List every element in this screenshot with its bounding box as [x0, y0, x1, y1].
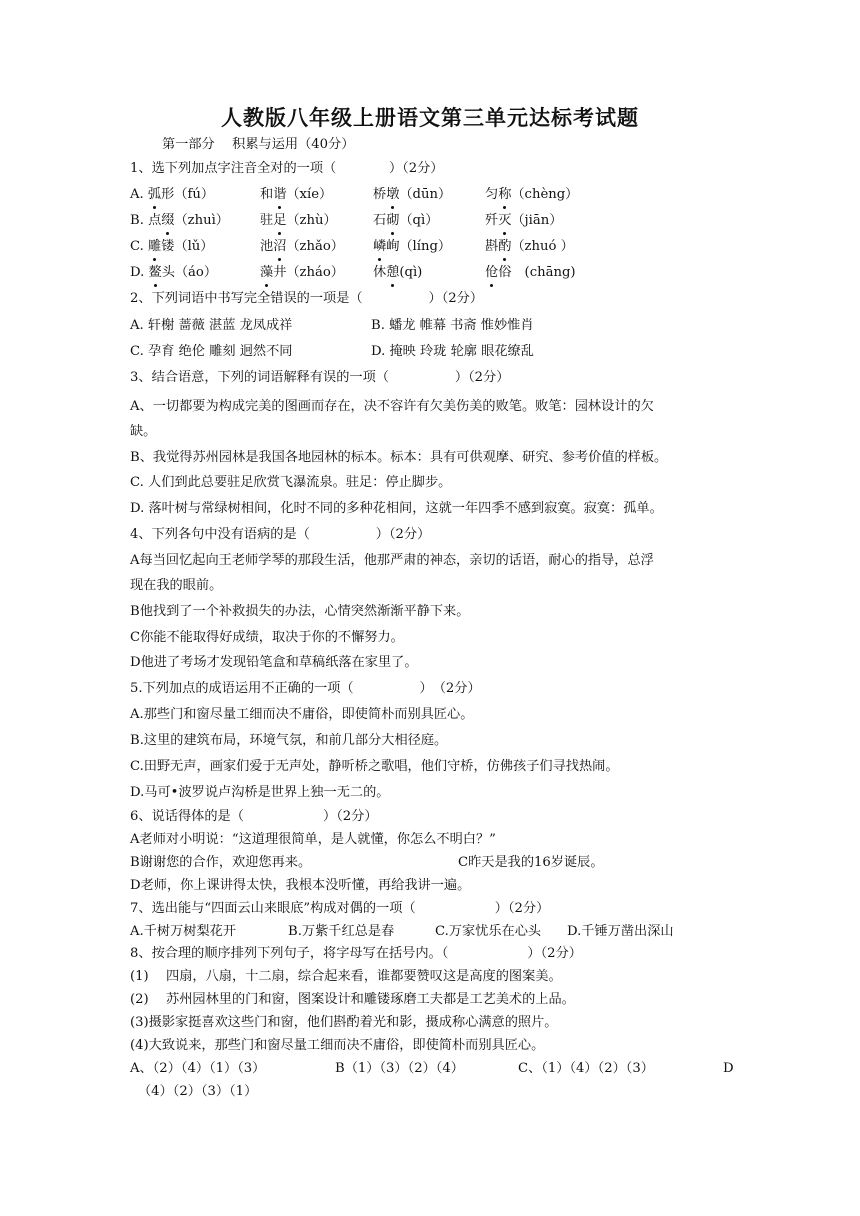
word-prefix: 歼	[485, 213, 499, 228]
q1-word-d-3	[373, 262, 422, 284]
dotted-character: 灭	[498, 210, 511, 232]
word-prefix: D.	[130, 265, 149, 280]
q6-option-c: C昨天是我的16岁诞辰。	[458, 855, 604, 870]
q4-option-b: B他找到了一个补救损失的办法，心情突然渐渐平静下来。	[130, 604, 470, 619]
q8-sentence-3: (3)摄影家挺喜欢这些门和窗，他们斟酌着光和影，摄成称心满意的照片。	[130, 1015, 558, 1030]
word-suffix: （qì）	[399, 213, 439, 228]
word-prefix: 驻	[260, 213, 274, 228]
page-title: 人教版八年级上册语文第三单元达标考试题	[221, 105, 639, 130]
word-prefix: 和	[260, 187, 274, 202]
q1-word-c-1	[130, 236, 213, 258]
q3-stem: 3、结合语意，下列的词语解释有误的一项（ ）（2分）	[130, 370, 510, 385]
q8-sentence-1: (1) 四扇，八扇，十二扇，综合起来看，谁都要赞叹这是高度的图案美。	[130, 969, 562, 984]
word-suffix: （jiān）	[511, 213, 563, 228]
q4-option-c: C你能不能取得好成绩，取决于你的不懈努力。	[130, 630, 404, 645]
q7-option-c: C.万家忧乐在心头	[435, 924, 542, 939]
q1-stem: 1、选下列加点字注音全对的一项（ ）（2分）	[130, 161, 444, 176]
q2-option-b: B. 蟠龙 帷幕 书斋 惟妙惟肖	[371, 318, 534, 333]
q6-option-d: D老师，你上课讲得太快，我根本没听懂，再给我讲一遍。	[130, 878, 471, 893]
dotted-character: 弧	[148, 184, 161, 206]
q6-stem: 6、说话得体的是（ ）（2分）	[130, 809, 378, 824]
dotted-character: 砌	[386, 210, 399, 232]
q2-option-d: D. 掩映 玲珑 轮廓 眼花缭乱	[371, 344, 534, 359]
dotted-character: 缀	[161, 210, 174, 232]
word-prefix: 休	[373, 265, 387, 280]
q6-option-a: A老师对小明说：“这道理很简单，是人就懂，你怎么不明白？”	[130, 832, 496, 847]
q5-option-b: B.这里的建筑布局，环境气氛，和前几部分大相径庭。	[130, 733, 448, 748]
q1-word-b-4	[485, 210, 562, 232]
word-prefix: 匀	[485, 187, 499, 202]
q8-option-d: D	[723, 1061, 734, 1076]
word-prefix: A.	[130, 187, 148, 202]
q1-word-b-2	[260, 210, 337, 232]
word-suffix: （zhǎo）	[286, 239, 344, 254]
dotted-character: 鳌	[149, 262, 162, 284]
word-prefix: 斟	[485, 239, 499, 254]
q5-stem: 5.下列加点的成语运用不正确的一项（ ） （2分）	[130, 681, 481, 696]
dotted-character: 伧	[485, 262, 498, 284]
word-prefix: 石	[373, 213, 387, 228]
dotted-character: 憩	[386, 262, 399, 284]
word-prefix: C.	[130, 239, 149, 254]
q1-word-a-1	[130, 184, 214, 206]
word-suffix: 镂（lǔ）	[161, 239, 214, 254]
q7-option-d: D.千锤万凿出深山	[567, 924, 674, 939]
q7-option-a: A.千树万树梨花开	[130, 924, 237, 939]
q8-option-d-continued: （4）（2）（3）（1）	[138, 1084, 258, 1099]
q2-option-c: C. 孕育 绝伦 雕刻 迥然不同	[130, 344, 293, 359]
q2-stem: 2、下列词语中书写完全错误的一项是（ ）（2分）	[130, 291, 484, 306]
word-suffix: （chèng）	[511, 187, 579, 202]
word-suffix: 形（fú）	[161, 187, 215, 202]
q1-word-d-1	[130, 262, 217, 284]
word-suffix: （xíe）	[286, 187, 333, 202]
q1-word-c-2	[260, 236, 344, 258]
q5-option-a: A.那些门和窗尽量工细而决不庸俗，即使简朴而别具匠心。	[130, 707, 474, 722]
dotted-character: 嶙	[373, 236, 386, 258]
q8-sentence-2: (2) 苏州园林里的门和窗，图案设计和雕镂琢磨工夫都是工艺美术的上品。	[130, 992, 575, 1007]
q4-stem: 4、下列各句中没有语病的是（ ）（2分）	[130, 527, 431, 542]
word-prefix: 池	[260, 239, 274, 254]
q5-option-d: D.马可•波罗说卢沟桥是世界上独一无二的。	[130, 785, 390, 800]
q1-word-a-4	[485, 184, 578, 206]
q1-word-a-2	[260, 184, 332, 206]
dotted-character: 酌	[498, 236, 511, 258]
dotted-character: 足	[273, 210, 286, 232]
word-suffix: （zhuì）	[174, 213, 229, 228]
q1-word-b-3	[373, 210, 438, 232]
q5-option-c: C.田野无声，画家们爱于无声处，静听桥之歌唱，他们守桥，仿佛孩子们寻找热闹。	[130, 759, 619, 774]
dotted-character: 墩	[386, 184, 399, 206]
word-suffix: 俗 (chāng)	[498, 265, 576, 280]
q1-word-c-4	[485, 236, 574, 258]
word-suffix: 峋（líng）	[386, 239, 452, 254]
q6-option-b: B谢谢您的合作，欢迎您再来。	[130, 855, 312, 870]
q8-option-a: A、（2）（4）（1）（3）	[130, 1061, 266, 1076]
word-suffix: （zhù）	[286, 213, 337, 228]
q8-option-b: B（1）（3）（2）（4）	[335, 1061, 464, 1076]
word-suffix: 头（áo）	[161, 265, 218, 280]
word-suffix: （zhuó ）	[511, 239, 574, 254]
q3-option-b: B、我觉得苏州园林是我国各地园林的标本。标本：具有可供观摩、研究、参考价值的样板。	[130, 450, 668, 465]
q4-option-a: A每当回忆起向王老师学琴的那段生活，他那严肃的神态，亲切的话语，耐心的指导，总浮	[130, 553, 654, 568]
q3-option-c: C. 人们到此总要驻足欣赏飞瀑流泉。驻足：停止脚步。	[130, 475, 452, 490]
q7-stem: 7、选出能与“四面云山来眼底”构成对偶的一项（ ）（2分）	[130, 901, 550, 916]
word-suffix: （dūn）	[399, 187, 452, 202]
dotted-character: 藻	[260, 262, 273, 284]
word-suffix: 井（zháo）	[273, 265, 344, 280]
q8-sentence-4: (4)大致说来，那些门和窗尽量工细而决不庸俗，即使简朴而别具匠心。	[130, 1038, 545, 1053]
dotted-character: 称	[498, 184, 511, 206]
dotted-character: 沼	[273, 236, 286, 258]
q1-word-d-4	[485, 262, 576, 284]
part-heading: 第一部分 积累与运用（40分）	[162, 137, 355, 152]
q3-option-d: D. 落叶树与常绿树相间，化时不同的多种花相间，这就一年四季不感到寂寞。寂寞：孤单。	[130, 501, 663, 516]
q4-option-d: D他进了考场才发现铅笔盒和草稿纸落在家里了。	[130, 655, 418, 670]
q1-word-b-1	[130, 210, 229, 232]
q1-word-a-3	[373, 184, 451, 206]
dotted-character: 谐	[273, 184, 286, 206]
q2-option-a: A. 轩榭 蔷薇 湛蓝 龙凤成祥	[130, 318, 293, 333]
dotted-character: 雕	[148, 236, 161, 258]
q3-option-a: A、一切都要为构成完美的图画而存在，决不容许有欠美伤美的败笔。败笔：园林设计的欠	[130, 399, 654, 414]
q1-word-d-2	[260, 262, 344, 284]
q8-stem: 8、按合理的顺序排列下列句子，将字母写在括号内。（ ）（2分）	[130, 946, 582, 961]
q4-option-a-continued: 现在我的眼前。	[130, 578, 223, 593]
q7-option-b: B.万紫千红总是春	[288, 924, 395, 939]
word-suffix: (qì)	[399, 265, 423, 280]
word-prefix: 桥	[373, 187, 387, 202]
q3-option-a-continued: 缺。	[130, 424, 157, 439]
word-prefix: B. 点	[130, 213, 162, 228]
q1-word-c-3	[373, 236, 451, 258]
q8-option-c: C、（1）（4）（2）（3）	[518, 1061, 654, 1076]
